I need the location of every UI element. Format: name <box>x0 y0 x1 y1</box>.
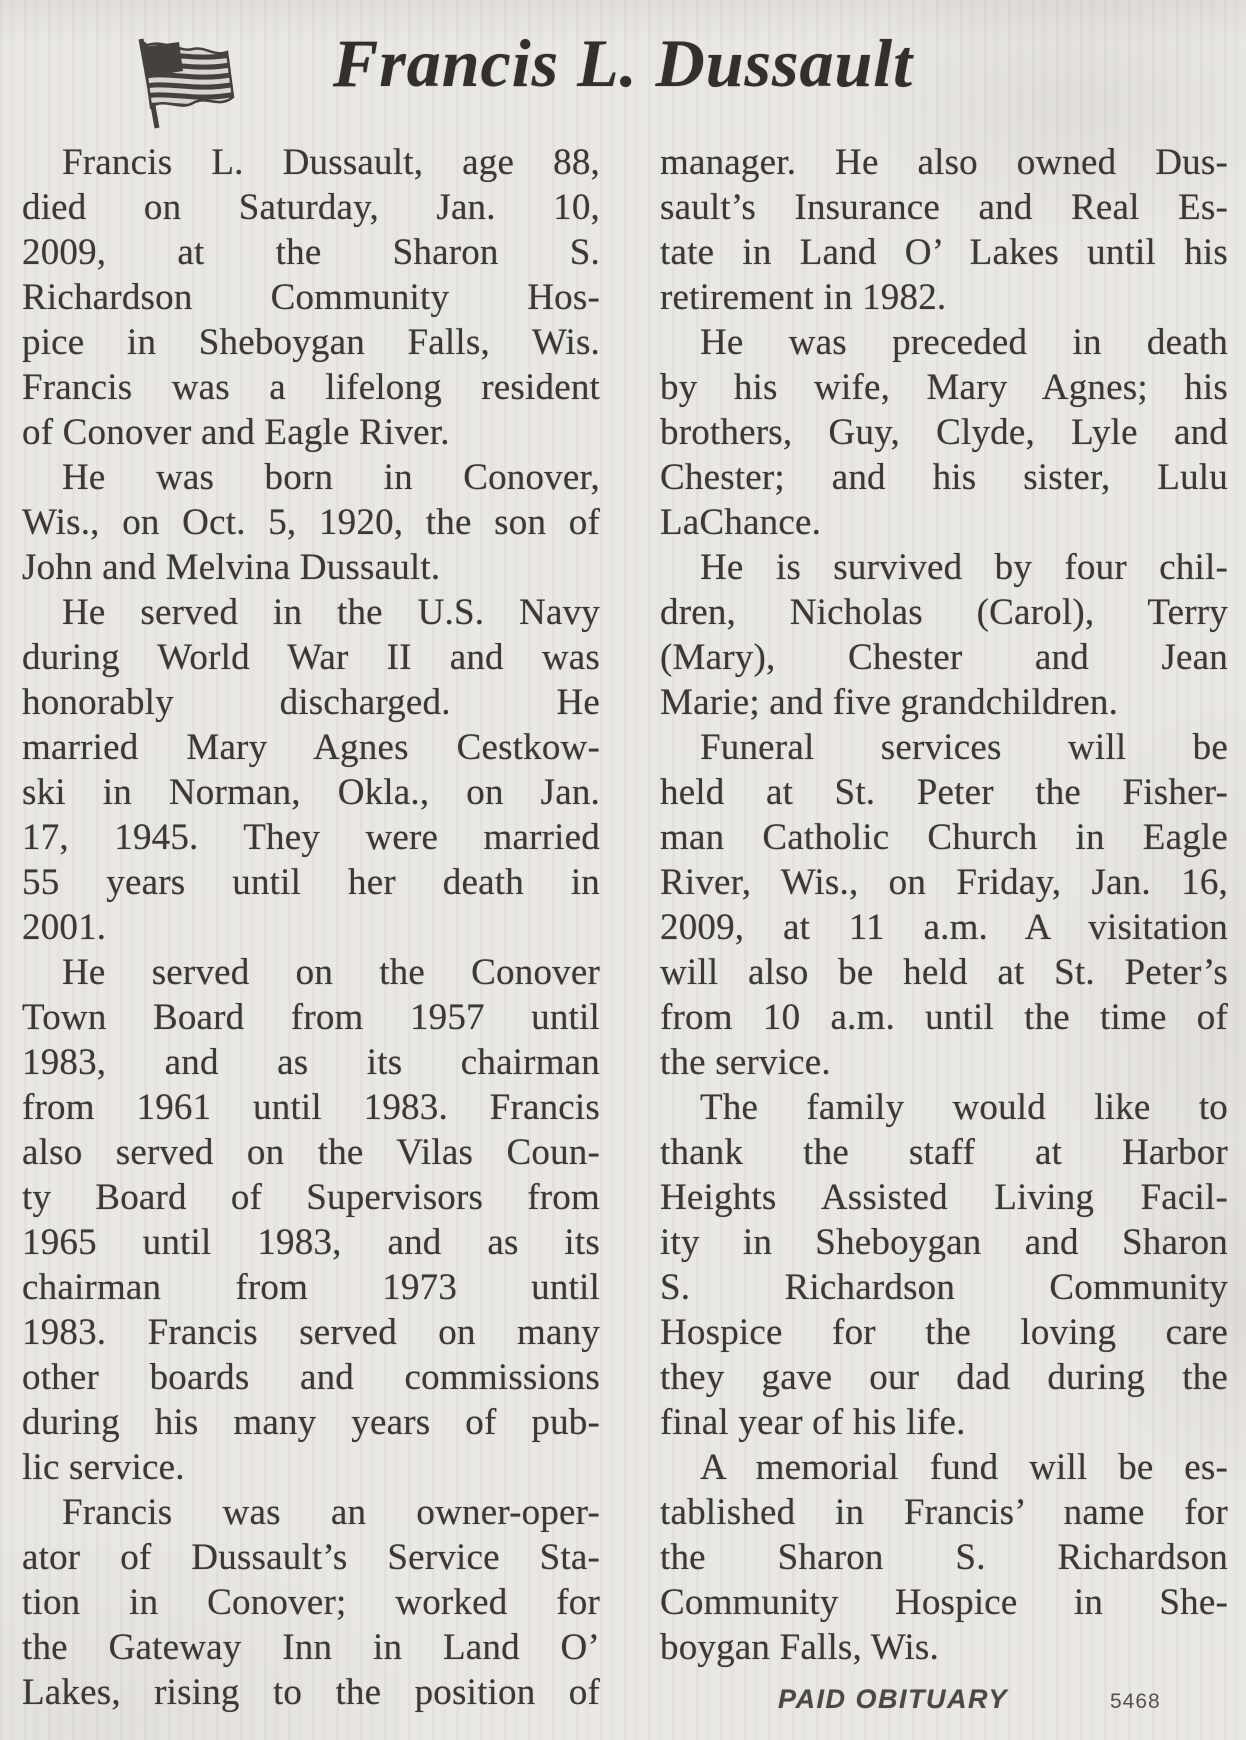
text-line: Francis L. Dussault, age 88, <box>62 142 600 183</box>
text-line: also served on the Vilas Coun- <box>22 1132 600 1173</box>
text-line: pice in Sheboygan Falls, Wis. <box>22 322 600 363</box>
text-line: Chester; and his sister, Lulu <box>660 457 1228 498</box>
text-line: 17, 1945. They were married <box>22 817 600 858</box>
text-line: the Gateway Inn in Land O’ <box>22 1627 600 1668</box>
text-line: Heights Assisted Living Facil- <box>660 1177 1228 1218</box>
text-line: Richardson Community Hos- <box>22 277 600 318</box>
text-line: from 1961 until 1983. Francis <box>22 1087 600 1128</box>
obituary-column-left <box>22 140 600 1715</box>
text-line: Community Hospice in She- <box>660 1582 1228 1623</box>
text-line: tion in Conover; worked for <box>22 1582 600 1623</box>
text-line: by his wife, Mary Agnes; his <box>660 367 1228 408</box>
text-line: Francis was an owner-oper- <box>62 1492 600 1533</box>
text-line: S. Richardson Community <box>660 1267 1228 1308</box>
text-line: died on Saturday, Jan. 10, <box>22 187 600 228</box>
text-line: sault’s Insurance and Real Es- <box>660 187 1228 228</box>
text-line: Hospice for the loving care <box>660 1312 1228 1353</box>
text-line: thank the staff at Harbor <box>660 1132 1228 1173</box>
text-line: 1983. Francis served on many <box>22 1312 600 1353</box>
text-line: Francis was a lifelong resident <box>22 367 600 408</box>
text-line: Marie; and five grandchildren. <box>660 682 1119 723</box>
text-line: during his many years of pub- <box>22 1402 600 1443</box>
text-line: 1983, and as its chairman <box>22 1042 600 1083</box>
text-line: Lakes, rising to the position of <box>22 1672 600 1713</box>
text-line: manager. He also owned Dus- <box>660 142 1228 183</box>
text-line: 2001. <box>22 907 107 948</box>
text-line: 2009, at the Sharon S. <box>22 232 600 273</box>
text-line: from 10 a.m. until the time of <box>660 997 1228 1038</box>
text-line: tate in Land O’ Lakes until his <box>660 232 1228 273</box>
text-line: 2009, at 11 a.m. A visitation <box>660 907 1228 948</box>
text-line: final year of his life. <box>660 1402 966 1443</box>
text-line: brothers, Guy, Clyde, Lyle and <box>660 412 1228 453</box>
obituary-column-right <box>660 140 1228 1670</box>
text-line: He was born in Conover, <box>62 457 600 498</box>
text-line: chairman from 1973 until <box>22 1267 600 1308</box>
text-line: Wis., on Oct. 5, 1920, the son of <box>22 502 600 543</box>
text-line: of Conover and Eagle River. <box>22 412 450 453</box>
text-line: John and Melvina Dussault. <box>22 547 441 588</box>
text-line: ski in Norman, Okla., on Jan. <box>22 772 600 813</box>
text-line: He is survived by four chil- <box>700 547 1228 588</box>
text-line: LaChance. <box>660 502 822 543</box>
text-line: the service. <box>660 1042 831 1083</box>
text-line: tablished in Francis’ name for <box>660 1492 1228 1533</box>
obituary-footer <box>660 1682 1228 1722</box>
text-line: boygan Falls, Wis. <box>660 1627 939 1668</box>
text-line: married Mary Agnes Cestkow- <box>22 727 600 768</box>
text-line: Funeral services will be <box>700 727 1228 768</box>
text-line: they gave our dad during the <box>660 1357 1228 1398</box>
text-line: ator of Dussault’s Service Sta- <box>22 1537 600 1578</box>
text-line: other boards and commissions <box>22 1357 600 1398</box>
text-line: He served on the Conover <box>62 952 600 993</box>
text-line: man Catholic Church in Eagle <box>660 817 1228 858</box>
text-line: 55 years until her death in <box>22 862 600 903</box>
text-line: He was preceded in death <box>700 322 1228 363</box>
text-line: the Sharon S. Richardson <box>660 1537 1228 1578</box>
text-line: honorably discharged. He <box>22 682 600 723</box>
text-line: The family would like to <box>700 1087 1228 1128</box>
text-line: Town Board from 1957 until <box>22 997 600 1038</box>
text-line: He served in the U.S. Navy <box>62 592 600 633</box>
text-line: 1965 until 1983, and as its <box>22 1222 600 1263</box>
text-line: ty Board of Supervisors from <box>22 1177 600 1218</box>
text-line: ity in Sheboygan and Sharon <box>660 1222 1228 1263</box>
obituary-code: 5468 <box>1110 1690 1161 1713</box>
text-line: A memorial fund will be es- <box>700 1447 1228 1488</box>
text-line: River, Wis., on Friday, Jan. 16, <box>660 862 1228 903</box>
text-line: lic service. <box>22 1447 185 1488</box>
text-line: will also be held at St. Peter’s <box>660 952 1228 993</box>
text-line: dren, Nicholas (Carol), Terry <box>660 592 1228 633</box>
text-line: held at St. Peter the Fisher- <box>660 772 1228 813</box>
obituary-title: Francis L. Dussault <box>332 25 914 101</box>
text-line: retirement in 1982. <box>660 277 947 318</box>
paid-obituary-label: PAID OBITUARY <box>778 1684 1009 1714</box>
text-line: during World War II and was <box>22 637 600 678</box>
text-line: (Mary), Chester and Jean <box>660 637 1228 678</box>
